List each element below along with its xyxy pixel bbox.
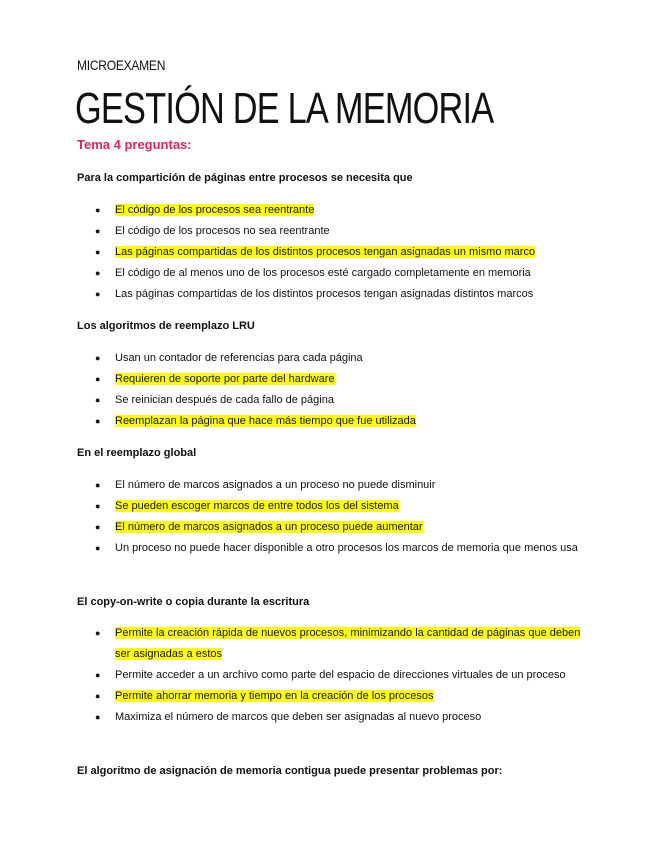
bullet-icon: ● [95, 395, 101, 405]
question-4: El copy-on-write o copia durante la escritura [77, 596, 310, 608]
answer-item [0, 221, 585, 242]
answer-text: El número de marcos asignados a un proceso no puede disminuir [115, 479, 436, 491]
bullet-icon: ● [95, 416, 101, 426]
answer-text: Requieren de soporte por parte del hardware [115, 373, 335, 385]
answer-item [0, 707, 585, 728]
bullet-icon: ● [95, 268, 101, 278]
answer-text: Las páginas compartidas de los distintos procesos tengan asignadas un mismo marco [115, 246, 536, 258]
topic-heading: Tema 4 preguntas: [77, 137, 192, 152]
answer-text: Se pueden escoger marcos de entre todos los del sistema [115, 500, 399, 512]
answer-item [0, 538, 585, 559]
answer-text: Reemplazan la página que hace más tiempo que fue utilizada [115, 415, 416, 427]
answer-text: El código de al menos uno de los procesos esté cargado completamente en memoria [115, 267, 531, 279]
answer-item [0, 665, 585, 686]
answer-list-1 [0, 200, 585, 305]
bullet-icon: ● [95, 353, 101, 363]
bullet-icon: ● [95, 501, 101, 511]
answer-item [0, 369, 585, 390]
answer-text: Maximiza el número de marcos que deben ser asignadas al nuevo proceso [115, 711, 482, 723]
answer-text: El código de los procesos no sea reentrante [115, 225, 330, 237]
answer-item [0, 411, 585, 432]
bullet-icon: ● [95, 226, 101, 236]
answer-item [0, 284, 585, 305]
document-kicker: MICROEXAMEN [77, 57, 166, 73]
bullet-icon: ● [95, 205, 101, 215]
bullet-icon: ● [95, 543, 101, 553]
question-1: Para la compartición de páginas entre procesos se necesita que [77, 172, 413, 184]
answer-item [0, 496, 585, 517]
answer-text: Las páginas compartidas de los distintos procesos tengan asignadas distintos marcos [115, 288, 534, 300]
bullet-icon: ● [95, 522, 101, 532]
answer-text: Permite ahorrar memoria y tiempo en la creación de los procesos [115, 690, 434, 702]
answer-item [0, 200, 585, 221]
bullet-icon: ● [95, 691, 101, 701]
bullet-icon: ● [95, 480, 101, 490]
answer-item [0, 263, 585, 284]
bullet-icon: ● [95, 670, 101, 680]
answer-text: Se reinician después de cada fallo de página [115, 394, 334, 406]
question-5: El algoritmo de asignación de memoria contigua puede presentar problemas por: [77, 765, 503, 777]
answer-text: El número de marcos asignados a un proceso puede aumentar [115, 521, 423, 533]
answer-text: Un proceso no puede hacer disponible a otro procesos los marcos de memoria que menos usa [115, 542, 578, 554]
answer-list-2 [0, 348, 585, 432]
answer-item [0, 623, 585, 665]
answer-text: Usan un contador de referencias para cada página [115, 352, 363, 364]
bullet-icon: ● [95, 712, 101, 722]
answer-item [0, 348, 585, 369]
answer-text: El código de los procesos sea reentrante [115, 204, 315, 216]
bullet-icon: ● [95, 247, 101, 257]
answer-list-3 [0, 475, 585, 559]
answer-item [0, 242, 585, 263]
question-3: En el reemplazo global [77, 447, 197, 459]
answer-item [0, 517, 585, 538]
document-title: GESTIÓN DE LA MEMORIA [75, 84, 494, 133]
answer-item [0, 390, 585, 411]
bullet-icon: ● [95, 374, 101, 384]
answer-text: Permite acceder a un archivo como parte del espacio de direcciones virtuales de un proceso [115, 669, 566, 681]
answer-item [0, 475, 585, 496]
question-2: Los algoritmos de reemplazo LRU [77, 320, 255, 332]
bullet-icon: ● [95, 289, 101, 299]
answer-list-4 [0, 623, 585, 728]
answer-text: Permite la creación rápida de nuevos procesos, minimizando la cantidad de páginas que deben ser asignadas a estos [115, 627, 581, 660]
answer-item [0, 686, 585, 707]
bullet-icon: ● [95, 628, 101, 638]
